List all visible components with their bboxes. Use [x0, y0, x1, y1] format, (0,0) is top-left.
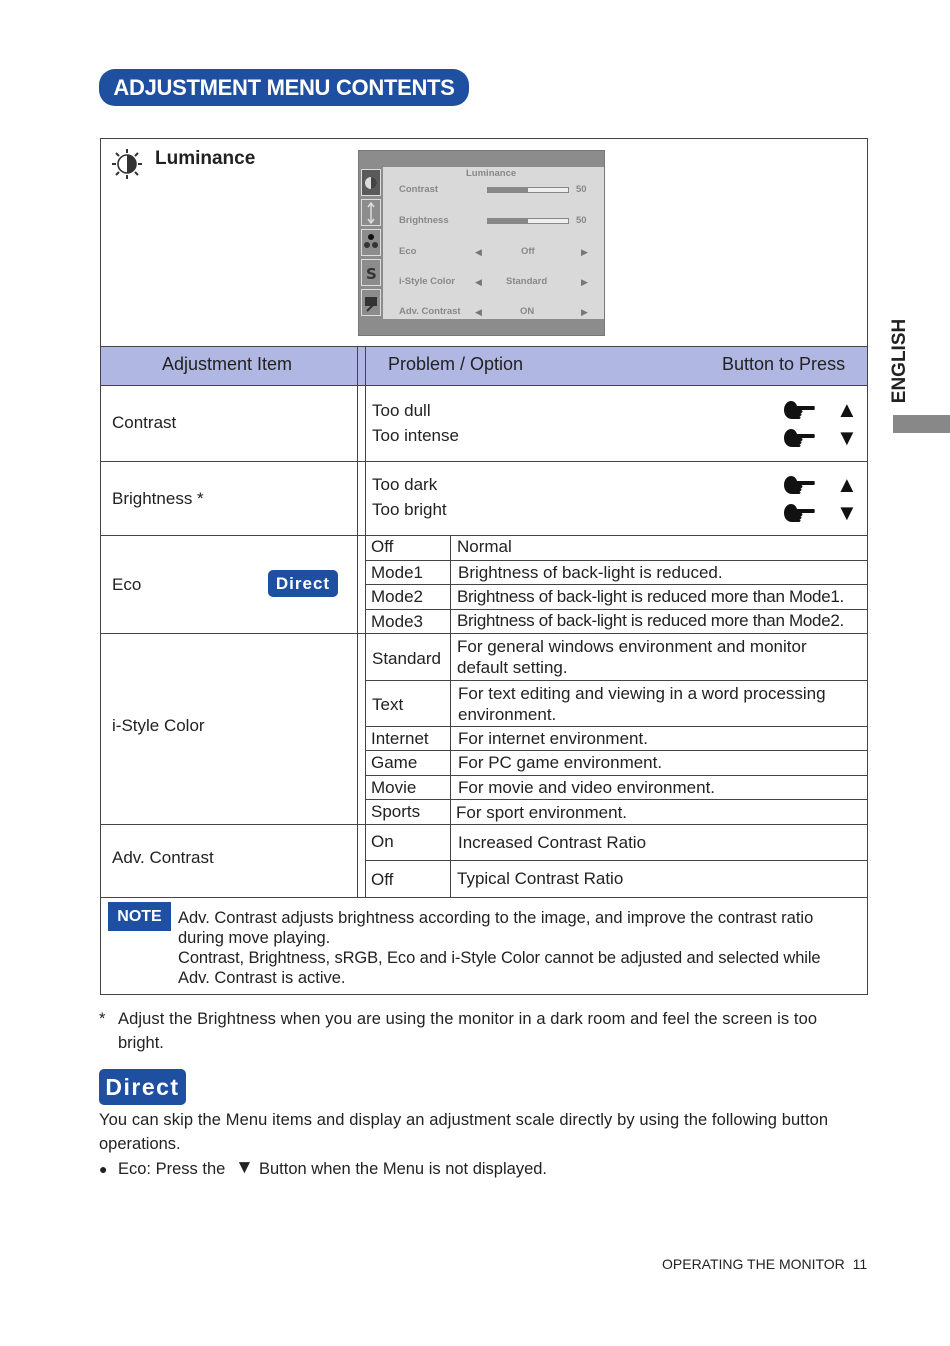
eco-instruction: Button when the Menu is not displayed.	[259, 1160, 548, 1178]
osd-bottom-bar	[359, 319, 604, 335]
osd-luminance-icon	[361, 169, 381, 196]
option-cell: On	[371, 832, 394, 851]
osd-setup-icon	[361, 259, 381, 286]
problem-text: Too bright	[372, 500, 447, 519]
osd-bar-fill	[488, 219, 528, 223]
section-title: Luminance	[155, 148, 256, 169]
pointing-hand-icon	[783, 503, 815, 523]
option-cell: Mode1	[371, 563, 423, 582]
pointing-hand-icon	[783, 428, 815, 448]
osd-row-value: ON	[520, 306, 535, 317]
osd-row-label: Contrast	[399, 184, 439, 195]
osd-row-label: i-Style Color	[399, 276, 455, 287]
direct-description: operations.	[99, 1135, 181, 1153]
side-tab-marker	[893, 415, 950, 433]
down-arrow-icon: ▼	[836, 500, 858, 525]
osd-title: Luminance	[466, 168, 517, 179]
osd-info-icon	[361, 289, 381, 316]
divider	[365, 775, 868, 776]
footnote-mark: *	[99, 1010, 106, 1028]
osd-row-value: Off	[521, 246, 535, 257]
luminance-sun-icon	[111, 148, 143, 180]
osd-brightness-bar	[487, 218, 569, 224]
divider	[365, 560, 868, 561]
option-cell: Off	[371, 537, 394, 556]
pointing-hand-icon	[783, 400, 815, 420]
divider	[100, 897, 868, 898]
description-cell: Brightness of back-light is reduced.	[458, 563, 723, 582]
option-cell: Internet	[371, 729, 429, 748]
osd-row-value: Standard	[506, 276, 548, 287]
osd-position-icon	[361, 199, 381, 226]
osd-row-value: 50	[576, 215, 587, 226]
page-footer: OPERATING THE MONITOR 11	[662, 1256, 868, 1272]
option-cell: Mode3	[371, 612, 423, 631]
item-adv-contrast: Adv. Contrast	[112, 848, 214, 867]
divider	[100, 385, 868, 386]
bullet-icon: ●	[99, 1161, 108, 1177]
option-cell: Off	[371, 870, 394, 889]
divider	[365, 609, 868, 610]
osd-row-label: Adv. Contrast	[399, 306, 461, 317]
osd-left-arrow-icon: ◀	[475, 277, 482, 287]
osd-bar-fill	[488, 188, 528, 192]
description-cell: default setting.	[457, 658, 568, 677]
divider	[365, 860, 868, 861]
item-istyle-color: i-Style Color	[112, 716, 205, 735]
problem-text: Too dark	[372, 475, 438, 494]
eco-instruction: Eco: Press the	[118, 1160, 226, 1178]
header-adjustment-item: Adjustment Item	[162, 354, 293, 374]
language-side-tab	[870, 300, 930, 420]
item-contrast: Contrast	[112, 413, 177, 432]
divider	[100, 824, 868, 825]
divider	[365, 347, 366, 897]
pointing-hand-icon	[783, 475, 815, 495]
up-arrow-icon: ▲	[836, 397, 858, 422]
description-cell: For text editing and viewing in a word processing	[458, 684, 826, 703]
description-cell: For PC game environment.	[458, 753, 663, 772]
option-cell: Game	[371, 753, 418, 772]
header-problem-option: Problem / Option	[388, 354, 524, 374]
divider	[100, 633, 868, 634]
option-cell: Movie	[371, 778, 417, 797]
svg-text:S: S	[366, 265, 377, 283]
note-text: during move playing.	[178, 929, 331, 947]
problem-text: Too intense	[372, 426, 459, 445]
osd-contrast-bar	[487, 187, 569, 193]
option-cell: Mode2	[371, 587, 423, 606]
item-brightness: Brightness *	[112, 489, 204, 508]
down-arrow-icon: ▼	[235, 1157, 254, 1178]
divider	[365, 680, 868, 681]
description-cell: environment.	[458, 705, 557, 724]
osd-left-arrow-icon: ◀	[475, 307, 482, 317]
note-text: Contrast, Brightness, sRGB, Eco and i-Style Color cannot be adjusted and selected while	[178, 949, 821, 967]
note-badge: NOTE	[108, 902, 171, 931]
osd-right-arrow-icon: ▶	[581, 277, 588, 287]
description-cell: Brightness of back-light is reduced more than Mode1.	[457, 587, 844, 606]
osd-color-icon	[361, 229, 381, 256]
direct-badge: Direct	[268, 570, 338, 597]
description-cell: Normal	[457, 537, 512, 556]
footnote-text: Adjust the Brightness when you are using the monitor in a dark room and feel the screen is too	[118, 1010, 818, 1028]
divider	[365, 584, 868, 585]
side-tab-label: ENGLISH	[889, 318, 910, 404]
option-cell: Sports	[371, 802, 421, 821]
divider	[365, 799, 868, 800]
up-arrow-icon: ▲	[836, 472, 858, 497]
direct-description: You can skip the Menu items and display an adjustment scale directly by using the following button	[99, 1111, 829, 1129]
option-cell: Standard	[372, 649, 441, 668]
description-cell: For internet environment.	[458, 729, 648, 748]
osd-screenshot	[358, 150, 605, 336]
note-text: Adv. Contrast adjusts brightness according to the image, and improve the contrast ratio	[178, 909, 814, 927]
note-text: Adv. Contrast is active.	[178, 969, 346, 987]
description-cell: Typical Contrast Ratio	[457, 869, 624, 888]
divider	[100, 535, 868, 536]
description-cell: Brightness of back-light is reduced more than Mode2.	[457, 611, 844, 630]
divider	[100, 461, 868, 462]
page-title: ADJUSTMENT MENU CONTENTS	[99, 69, 469, 106]
divider	[365, 750, 868, 751]
osd-top-bar	[359, 151, 604, 167]
divider	[450, 535, 451, 897]
direct-section-badge: Direct	[99, 1069, 186, 1105]
option-cell: Text	[372, 695, 404, 714]
description-cell: Increased Contrast Ratio	[458, 833, 647, 852]
header-button-to-press: Button to Press	[722, 354, 846, 374]
footnote-text: bright.	[118, 1034, 164, 1052]
osd-right-arrow-icon: ▶	[581, 307, 588, 317]
down-arrow-icon: ▼	[836, 425, 858, 450]
description-cell: For general windows environment and monitor	[457, 637, 807, 656]
divider	[357, 347, 358, 897]
osd-row-value: 50	[576, 184, 587, 195]
osd-row-label: Eco	[399, 246, 417, 257]
osd-left-arrow-icon: ◀	[475, 247, 482, 257]
divider	[100, 346, 868, 347]
description-cell: For movie and video environment.	[458, 778, 716, 797]
osd-right-arrow-icon: ▶	[581, 247, 588, 257]
description-cell: For sport environment.	[456, 803, 628, 822]
divider	[365, 726, 868, 727]
problem-text: Too dull	[372, 401, 431, 420]
osd-row-label: Brightness	[399, 215, 449, 226]
item-eco: Eco	[112, 575, 142, 594]
